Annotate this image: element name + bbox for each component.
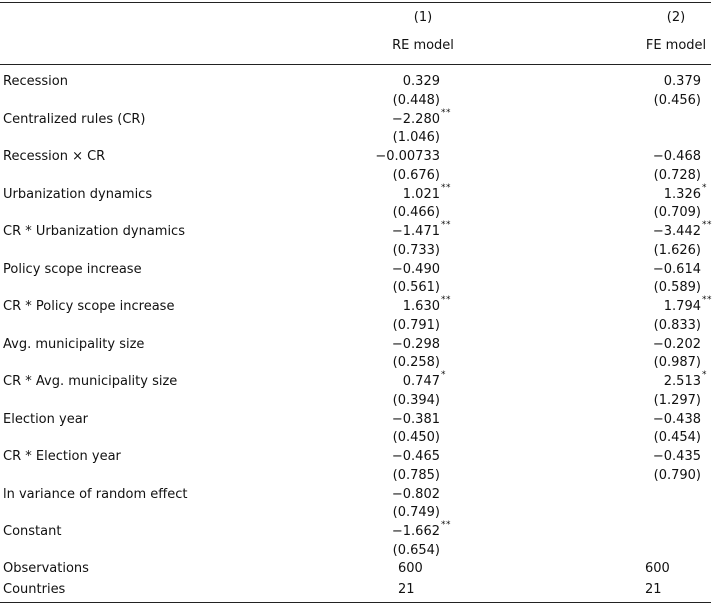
table-row bbox=[0, 522, 713, 541]
coefficient-value: −0.00733 bbox=[375, 149, 440, 164]
table-row bbox=[0, 260, 713, 279]
significance-stars: ** bbox=[702, 220, 712, 230]
re-coefficient bbox=[370, 72, 440, 91]
fe-coefficient bbox=[631, 260, 701, 279]
fe-standard-error: (0.709) bbox=[653, 205, 701, 220]
col2-number: (2) bbox=[666, 10, 686, 25]
variable-label: ln variance of random effect bbox=[3, 486, 188, 502]
table-row-se bbox=[0, 278, 713, 297]
re-standard-error: (0.654) bbox=[392, 542, 440, 558]
observations-row bbox=[0, 559, 713, 578]
significance-stars: ** bbox=[702, 295, 712, 305]
re-standard-error: (0.749) bbox=[392, 505, 440, 520]
variable-label: Election year bbox=[3, 411, 89, 427]
coefficient-value: −0.435 bbox=[652, 449, 701, 464]
re-coefficient bbox=[370, 107, 451, 129]
coefficient-value: −0.298 bbox=[391, 336, 440, 352]
variable-label: Policy scope increase bbox=[3, 261, 142, 277]
variable-label: CR * Policy scope increase bbox=[3, 299, 175, 314]
fe-coefficient bbox=[631, 147, 701, 166]
re-standard-error: (0.791) bbox=[392, 317, 440, 333]
table-row bbox=[0, 222, 713, 241]
fe-standard-error: (0.987) bbox=[653, 355, 701, 370]
re-standard-error: (0.561) bbox=[392, 280, 440, 295]
col1-number: (1) bbox=[413, 10, 433, 25]
table-row-se bbox=[0, 166, 713, 185]
significance-stars: ** bbox=[441, 182, 451, 193]
fe-standard-error: (1.297) bbox=[653, 392, 701, 408]
table-row-se bbox=[0, 503, 713, 522]
table-row bbox=[0, 182, 713, 204]
variable-label: Recession × CR bbox=[3, 149, 106, 164]
coefficient-value: 1.630 bbox=[402, 299, 440, 314]
re-standard-error: (1.046) bbox=[392, 130, 440, 145]
table-row bbox=[0, 72, 713, 91]
re-standard-error: (0.733) bbox=[392, 242, 440, 258]
fe-standard-error: (0.728) bbox=[653, 167, 701, 183]
table-row bbox=[0, 485, 713, 504]
table-row bbox=[0, 335, 713, 354]
significance-stars: ** bbox=[441, 220, 451, 230]
re-coefficient bbox=[370, 220, 451, 241]
coefficient-value: 0.329 bbox=[402, 74, 440, 89]
re-coefficient bbox=[370, 182, 451, 204]
re-coefficient bbox=[370, 410, 440, 429]
fe-standard-error: (0.790) bbox=[653, 467, 701, 483]
countries-c1: 21 bbox=[398, 582, 415, 597]
fe-coefficient bbox=[631, 295, 712, 316]
re-coefficient bbox=[370, 295, 451, 316]
fe-coefficient bbox=[631, 72, 701, 91]
table-row-se bbox=[0, 203, 713, 222]
table-row bbox=[0, 447, 713, 466]
significance-stars: * bbox=[702, 370, 707, 380]
significance-stars: ** bbox=[441, 107, 451, 118]
coefficient-value: 1.326 bbox=[663, 186, 701, 202]
fe-standard-error: (0.456) bbox=[653, 92, 701, 108]
coefficient-value: 1.794 bbox=[663, 299, 701, 314]
re-coefficient bbox=[370, 147, 440, 166]
coefficient-value: −0.438 bbox=[652, 411, 701, 427]
coefficient-value: −1.471 bbox=[391, 224, 440, 239]
significance-stars: * bbox=[441, 370, 446, 380]
variable-label: Avg. municipality size bbox=[3, 336, 145, 352]
variable-label: CR * Election year bbox=[3, 449, 121, 464]
variable-label: Centralized rules (CR) bbox=[3, 111, 146, 127]
coefficient-value: 0.379 bbox=[663, 74, 701, 89]
coefficient-value: −3.442 bbox=[652, 224, 701, 239]
coefficient-value: −1.662 bbox=[391, 524, 440, 539]
coefficient-value: −0.381 bbox=[391, 411, 440, 427]
re-standard-error: (0.450) bbox=[392, 430, 440, 445]
fe-coefficient bbox=[631, 335, 701, 354]
significance-stars: ** bbox=[441, 295, 451, 305]
table-row-se bbox=[0, 391, 713, 410]
fe-standard-error: (0.833) bbox=[653, 317, 701, 333]
fe-coefficient bbox=[631, 370, 707, 391]
top-rule bbox=[0, 2, 711, 3]
table-row-se bbox=[0, 128, 713, 147]
coefficient-value: −0.802 bbox=[391, 486, 440, 502]
significance-stars: ** bbox=[441, 520, 451, 530]
fe-coefficient bbox=[631, 447, 701, 466]
countries-c2: 21 bbox=[645, 582, 662, 597]
coefficient-value: −2.280 bbox=[391, 111, 440, 127]
coefficient-value: −0.490 bbox=[391, 261, 440, 277]
col2-model: FE model bbox=[645, 38, 707, 53]
coefficient-value: −0.614 bbox=[652, 261, 701, 277]
re-standard-error: (0.394) bbox=[392, 392, 440, 408]
re-coefficient bbox=[370, 485, 440, 504]
observations-c1: 600 bbox=[398, 561, 423, 576]
re-standard-error: (0.258) bbox=[392, 355, 440, 370]
table-row bbox=[0, 410, 713, 429]
table-row-se bbox=[0, 428, 713, 447]
re-coefficient bbox=[370, 370, 446, 391]
re-standard-error: (0.785) bbox=[392, 467, 440, 483]
table-row-se bbox=[0, 91, 713, 110]
coefficient-value: 0.747 bbox=[402, 374, 440, 389]
observations-label: Observations bbox=[3, 561, 89, 576]
variable-label: CR * Avg. municipality size bbox=[3, 374, 178, 389]
table-row-se bbox=[0, 353, 713, 372]
countries-label: Countries bbox=[3, 582, 66, 597]
re-standard-error: (0.466) bbox=[392, 205, 440, 220]
coefficient-value: −0.468 bbox=[652, 149, 701, 164]
fe-standard-error: (0.454) bbox=[653, 430, 701, 445]
countries-row bbox=[0, 580, 713, 599]
re-standard-error: (0.676) bbox=[392, 167, 440, 183]
table-row-se bbox=[0, 466, 713, 485]
re-standard-error: (0.448) bbox=[392, 92, 440, 108]
re-coefficient bbox=[370, 335, 440, 354]
fe-standard-error: (0.589) bbox=[653, 280, 701, 295]
coefficient-value: 1.021 bbox=[402, 186, 440, 202]
coefficient-value: −0.465 bbox=[391, 449, 440, 464]
coefficient-value: −0.202 bbox=[652, 336, 701, 352]
re-coefficient bbox=[370, 447, 440, 466]
significance-stars: * bbox=[702, 182, 707, 193]
variable-label: Recession bbox=[3, 74, 68, 89]
observations-c2: 600 bbox=[645, 561, 670, 576]
table-row bbox=[0, 107, 713, 129]
header-rule bbox=[0, 64, 711, 65]
variable-label: CR * Urbanization dynamics bbox=[3, 224, 185, 239]
table-row bbox=[0, 372, 713, 391]
bottom-rule bbox=[0, 602, 711, 603]
fe-coefficient bbox=[631, 220, 712, 241]
table-row bbox=[0, 147, 713, 166]
variable-label: Constant bbox=[3, 524, 62, 539]
fe-coefficient bbox=[631, 410, 701, 429]
coefficient-value: 2.513 bbox=[663, 374, 701, 389]
re-coefficient bbox=[370, 260, 440, 279]
variable-label: Urbanization dynamics bbox=[3, 186, 153, 202]
table-row-se bbox=[0, 541, 713, 560]
table-row-se bbox=[0, 316, 713, 335]
fe-coefficient bbox=[631, 182, 707, 204]
col1-model: RE model bbox=[392, 38, 454, 53]
re-coefficient bbox=[370, 520, 451, 541]
table-row-se bbox=[0, 241, 713, 260]
table-row bbox=[0, 297, 713, 316]
fe-standard-error: (1.626) bbox=[653, 242, 701, 258]
